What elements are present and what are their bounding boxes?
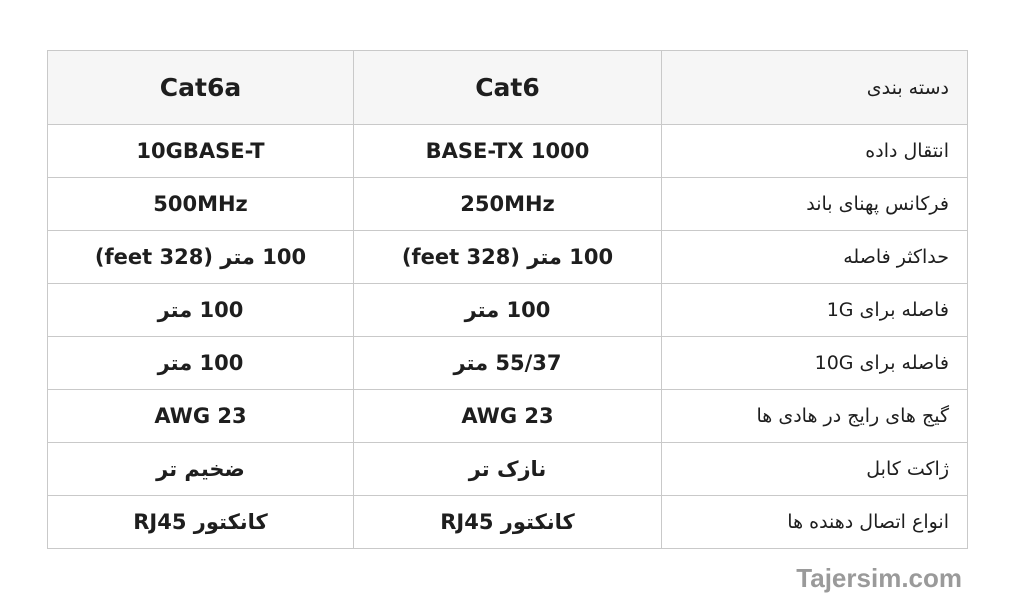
cell-cat6a: کانکتور RJ45 bbox=[48, 496, 354, 549]
cell-cat6: کانکتور RJ45 bbox=[354, 496, 662, 549]
comparison-table bbox=[47, 50, 968, 549]
cell-cat6a: AWG 23 bbox=[48, 390, 354, 443]
table-row bbox=[48, 337, 968, 390]
header-cat6a: Cat6a bbox=[48, 51, 354, 125]
header-category: دسته بندی bbox=[662, 51, 968, 125]
cell-cat6: 250MHz bbox=[354, 178, 662, 231]
table-row bbox=[48, 178, 968, 231]
cell-cat6a: 500MHz bbox=[48, 178, 354, 231]
table-row bbox=[48, 231, 968, 284]
table-row bbox=[48, 125, 968, 178]
cell-cat6a: 100 متر bbox=[48, 284, 354, 337]
header-row bbox=[48, 51, 968, 125]
row-label: فاصله برای 1G bbox=[662, 284, 968, 337]
site-watermark: Tajersim.com bbox=[796, 563, 962, 593]
cell-cat6: 100 متر (328 feet) bbox=[354, 231, 662, 284]
cell-cat6: 55/37 متر bbox=[354, 337, 662, 390]
cell-cat6a: ضخیم تر bbox=[48, 443, 354, 496]
row-label: فاصله برای 10G bbox=[662, 337, 968, 390]
row-label: فرکانس پهنای باند bbox=[662, 178, 968, 231]
row-label: گیج های رایج در هادی ها bbox=[662, 390, 968, 443]
row-label: ژاکت کابل bbox=[662, 443, 968, 496]
cell-cat6a: 100 متر (328 feet) bbox=[48, 231, 354, 284]
cell-cat6: BASE-TX 1000 bbox=[354, 125, 662, 178]
table-row bbox=[48, 390, 968, 443]
row-label: حداکثر فاصله bbox=[662, 231, 968, 284]
table-row bbox=[48, 496, 968, 549]
cell-cat6a: 10GBASE-T bbox=[48, 125, 354, 178]
table-row bbox=[48, 443, 968, 496]
cell-cat6a: 100 متر bbox=[48, 337, 354, 390]
cell-cat6: 100 متر bbox=[354, 284, 662, 337]
table-row bbox=[48, 284, 968, 337]
header-cat6: Cat6 bbox=[354, 51, 662, 125]
row-label: انواع اتصال دهنده ها bbox=[662, 496, 968, 549]
cell-cat6: AWG 23 bbox=[354, 390, 662, 443]
cell-cat6: نازک تر bbox=[354, 443, 662, 496]
row-label: انتقال داده bbox=[662, 125, 968, 178]
